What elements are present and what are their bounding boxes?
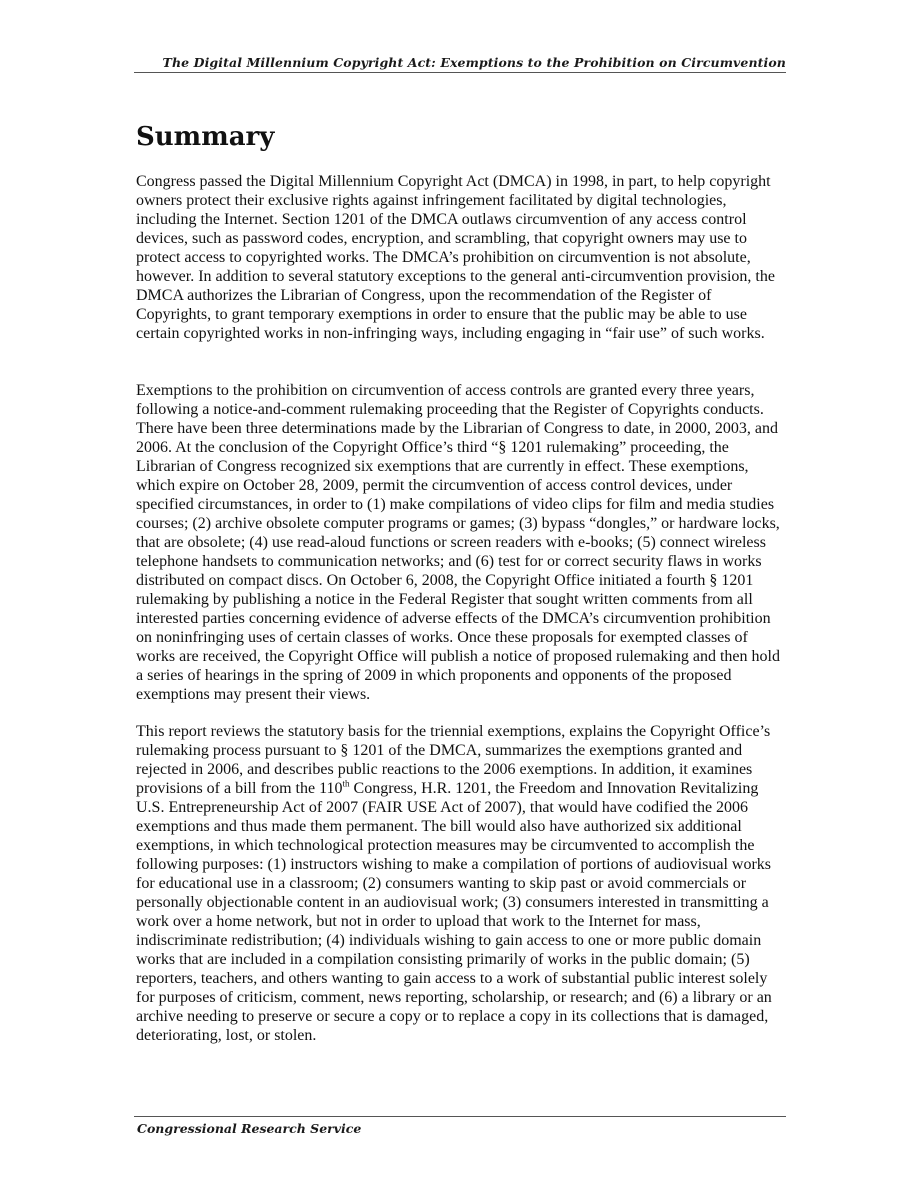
running-footer: Congressional Research Service — [137, 1121, 362, 1136]
paragraph-2: Exemptions to the prohibition on circumvention of access controls are granted every three years, following a notice-and-comment rulemaking proceeding that the Register of Copyrights conducts. There have been three determinations made by the Librarian of Congress to date, in 2000, 2003, and 2006. At the conclusion of the Copyright Office’s third “§ 1201 rulemaking” proceeding, the Librarian of Congress recognized six exemptions that are currently in effect. These exemptions, which expire on October 28, 2009, permit the circumvention of access control devices, under specified circumstances, in order to (1) make compilations of video clips for film and media studies courses; (2) archive obsolete computer programs or games; (3) bypass “dongles,” or hardware locks, that are obsolete; (4) use read-aloud functions or screen readers with e-books; (5) connect wireless telephone handsets to communication networks; and (6) test for or correct security flaws in works distributed on compact discs. On October 6, 2008, the Copyright Office initiated a fourth § 1201 rulemaking by publishing a notice in the Federal Register that sought written comments from all interested parties concerning evidence of adverse effects of the DMCA’s circumvention prohibition on noninfringing uses of certain classes of works. Once these proposals for exempted classes of works are received, the Copyright Office will publish a notice of proposed rulemaking and then hold a series of hearings in the spring of 2009 in which proponents and opponents of the proposed exemptions may present their views. — [136, 382, 780, 703]
paragraph-1: Congress passed the Digital Millennium Copyright Act (DMCA) in 1998, in part, to help copyright owners protect their exclusive rights against infringement facilitated by digital technologies, including the Internet. Section 1201 of the DMCA outlaws circumvention of any access control devices, such as password codes, encryption, and scrambling, that copyright owners may use to protect access to copyrighted works. The DMCA’s prohibition on circumvention is not absolute, however. In addition to several statutory exceptions to the general anti-circumvention provision, the DMCA authorizes the Librarian of Congress, upon the recommendation of the Register of Copyrights, to grant temporary exemptions in order to ensure that the public may be able to use certain copyrighted works in non-infringing ways, including engaging in “fair use” of such works. — [136, 173, 775, 342]
paragraph-3 — [136, 722, 788, 1045]
paragraph-3-part-1: This report reviews the statutory basis for the triennial exemptions, explains the Copyright Office’s rulemaking process pursuant to § 1201 of the DMCA, summarizes the exemptions granted and rejected in 2006, and describes public reactions to the 2006 exemptions. In addition, it examines provisions of a bill from the 110 — [136, 723, 771, 797]
header-divider — [134, 72, 786, 73]
section-heading: Summary — [136, 122, 275, 152]
paragraph-3-part-2: Congress, H.R. 1201, the Freedom and Innovation Revitalizing U.S. Entrepreneurship Act of 2007 (FAIR USE Act of 2007), that would have codified the 2006 exemptions and thus made them permanent. The bill would also have authorized six additional exemptions, in which technological protection measures may be circumvented to accomplish the following purposes: (1) instructors wishing to make a compilation of portions of audiovisual works for educational use in a classroom; (2) consumers wanting to skip past or avoid commercials or personally objectionable content in an audiovisual work; (3) consumers interested in transmitting a work over a home network, but not in order to upload that work to the Internet for mass, indiscriminate redistribution; (4) individuals wishing to gain access to one or more public domain works that are included in a compilation consisting primarily of works in the public domain; (5) reporters, teachers, and others wanting to gain access to a work of substantial public interest solely for purposes of criticism, comment, news reporting, scholarship, or research; and (6) a library or an archive needing to preserve or secure a copy or to replace a copy in its collections that is damaged, deteriorating, lost, or stolen. — [136, 780, 772, 1044]
footer-divider — [134, 1116, 786, 1117]
running-header: The Digital Millennium Copyright Act: Exemptions to the Prohibition on Circumvention — [162, 55, 786, 70]
ordinal-superscript: th — [342, 778, 350, 789]
